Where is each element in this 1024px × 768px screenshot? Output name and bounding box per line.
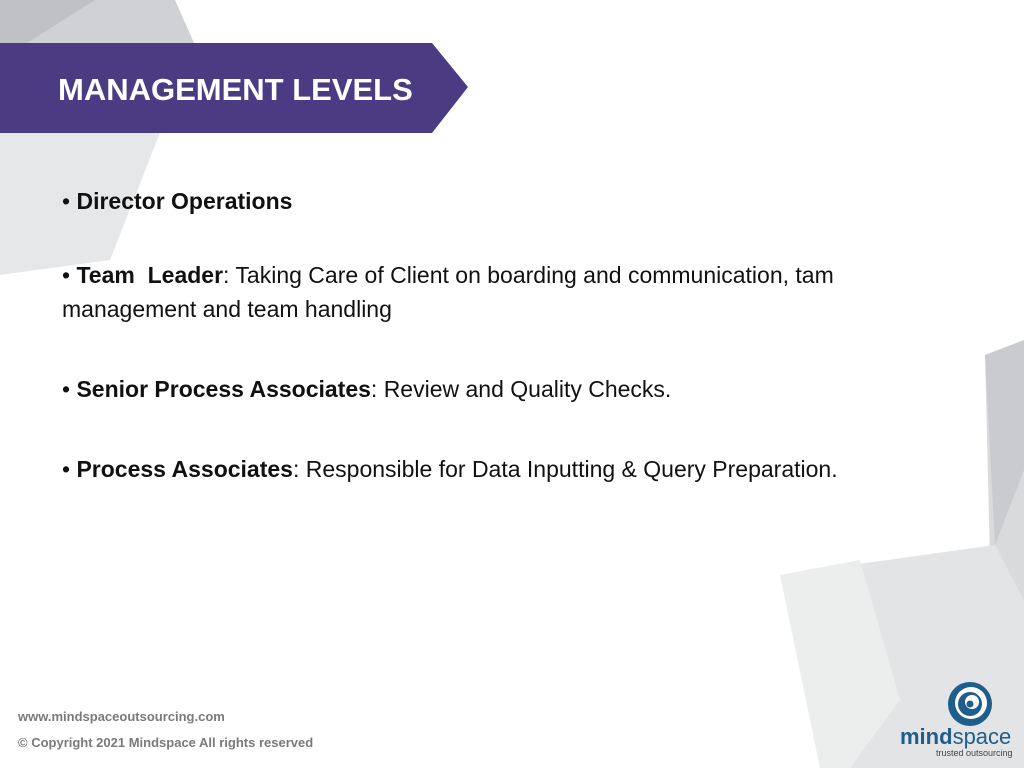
bullet-marker: •: [62, 262, 71, 288]
swirl-logo-icon: [946, 680, 994, 728]
slide-title: MANAGEMENT LEVELS: [58, 72, 413, 107]
logo-word-mind: mind: [900, 724, 953, 749]
bullet-term: Senior Process Associates: [76, 376, 371, 402]
bullet-item-process-associates: [62, 452, 962, 486]
bullet-description: : Responsible for Data Inputting & Query Preparation.: [292, 456, 838, 482]
mindspace-logo: [896, 680, 1012, 762]
logo-word-space: space: [952, 724, 1012, 749]
bullet-marker: •: [62, 376, 71, 402]
bullet-description: : Review and Quality Checks.: [370, 376, 672, 402]
footer-website-link[interactable]: www.mindspaceoutsourcing.com: [18, 709, 225, 724]
bullet-item-senior-process-associates: [62, 372, 962, 406]
bullet-marker: •: [62, 188, 71, 214]
bullet-item-director-operations: [62, 184, 962, 218]
bullet-item-team-leader: [62, 258, 962, 326]
logo-wordmark: [900, 724, 1011, 750]
bullet-marker: •: [62, 456, 71, 482]
bullet-term: Director Operations: [76, 188, 293, 214]
bullet-term: Process Associates: [76, 456, 293, 482]
bullet-description: : Taking Care of Client on boarding and communication, tam management and team handling: [62, 262, 834, 322]
bullet-term: Team Leader: [76, 262, 224, 288]
logo-tagline: trusted outsourcing: [936, 748, 1013, 758]
footer-copyright: © Copyright 2021 Mindspace All rights reserved: [18, 735, 314, 750]
